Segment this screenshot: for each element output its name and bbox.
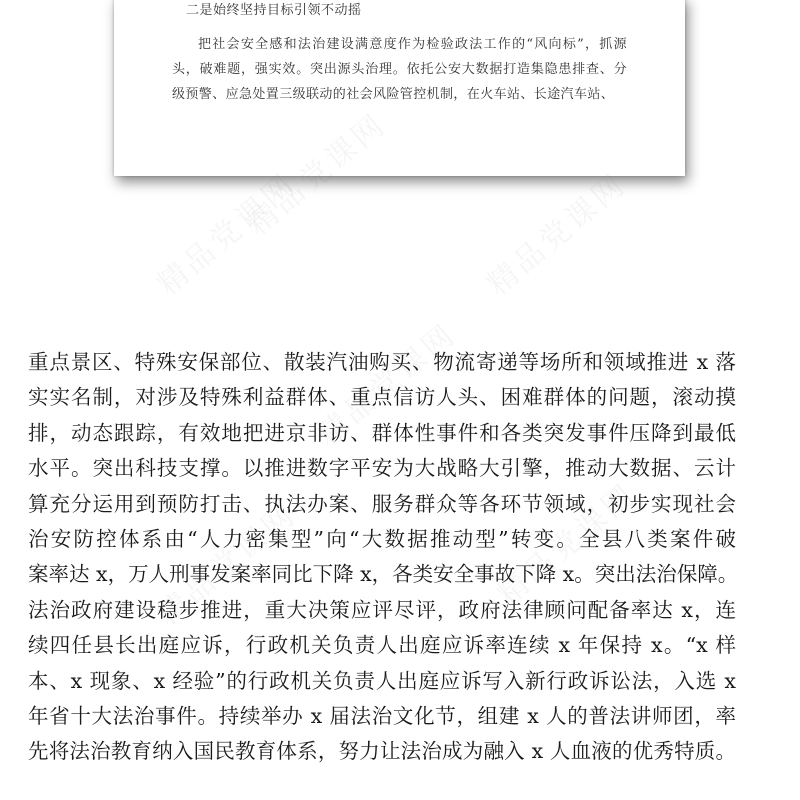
body-line: 年省十大法治事件。持续举办 x 届法治文化节，组建 x 人的普法讲师团，率 [28,704,736,729]
watermark: 精品党课网 [150,496,304,633]
preview-paragraph: 把社会安全感和法治建设满意度作为检验政法工作的“风向标”，抓源头，破难题，强实效。突出源头治理。依托公安大数据打造集隐患排查、分级预警、应急处置三级联动的社会风险管控机制，在火车站、长途汽车站、 [172,37,627,102]
preview-subheading: 二是始终坚持目标引领不动摇 [186,3,362,18]
watermark: 精品党课网 [490,476,644,613]
body-line: 案率达 x，万人刑事发案率同比下降 x，各类安全事故下降 x。突出法治保障。 [28,562,739,587]
body-line: 实实名制，对涉及特殊利益群体、重点信访人头、困难群体的问题，滚动摸 [28,385,736,410]
body-line: 水平。突出科技支撑。以推进数字平安为大战略大引擎，推动大数据、云计 [28,456,736,481]
body-text [28,345,739,770]
body-line: 本、x 现象、x 经验”的行政机关负责人出庭应诉写入新行政诉讼法，入选 x [28,668,736,693]
watermark: 精品党课网 [310,316,464,453]
body-line: 排，动态跟踪，有效地把进京非访、群体性事件和各类突发事件压降到最低 [28,420,736,445]
body-line: 重点景区、特殊安保部位、散装汽油购买、物流寄递等场所和领域推进 x 落 [28,350,736,374]
body-line: 算充分运用到预防打击、执法办案、服务群众等各环节领域，初步实现社会 [28,491,736,516]
watermark: 精品党课网 [150,166,304,303]
body-line: 法治政府建设稳步推进，重大决策应评尽评，政府法律顾问配备率达 x，连 [28,597,736,622]
page-preview-card [114,0,685,176]
watermark: 精品党课网 [480,166,634,303]
body-line: 续四任县长出庭应诉，行政机关负责人出庭应诉率连续 x 年保持 x。“x 样 [28,633,736,658]
body-line: 治安防控体系由“人力密集型”向“大数据推动型”转变。全县八类案件破 [28,527,736,552]
body-line: 先将法治教育纳入国民教育体系，努力让法治成为融入 x 人血液的优秀特质。 [28,739,736,764]
